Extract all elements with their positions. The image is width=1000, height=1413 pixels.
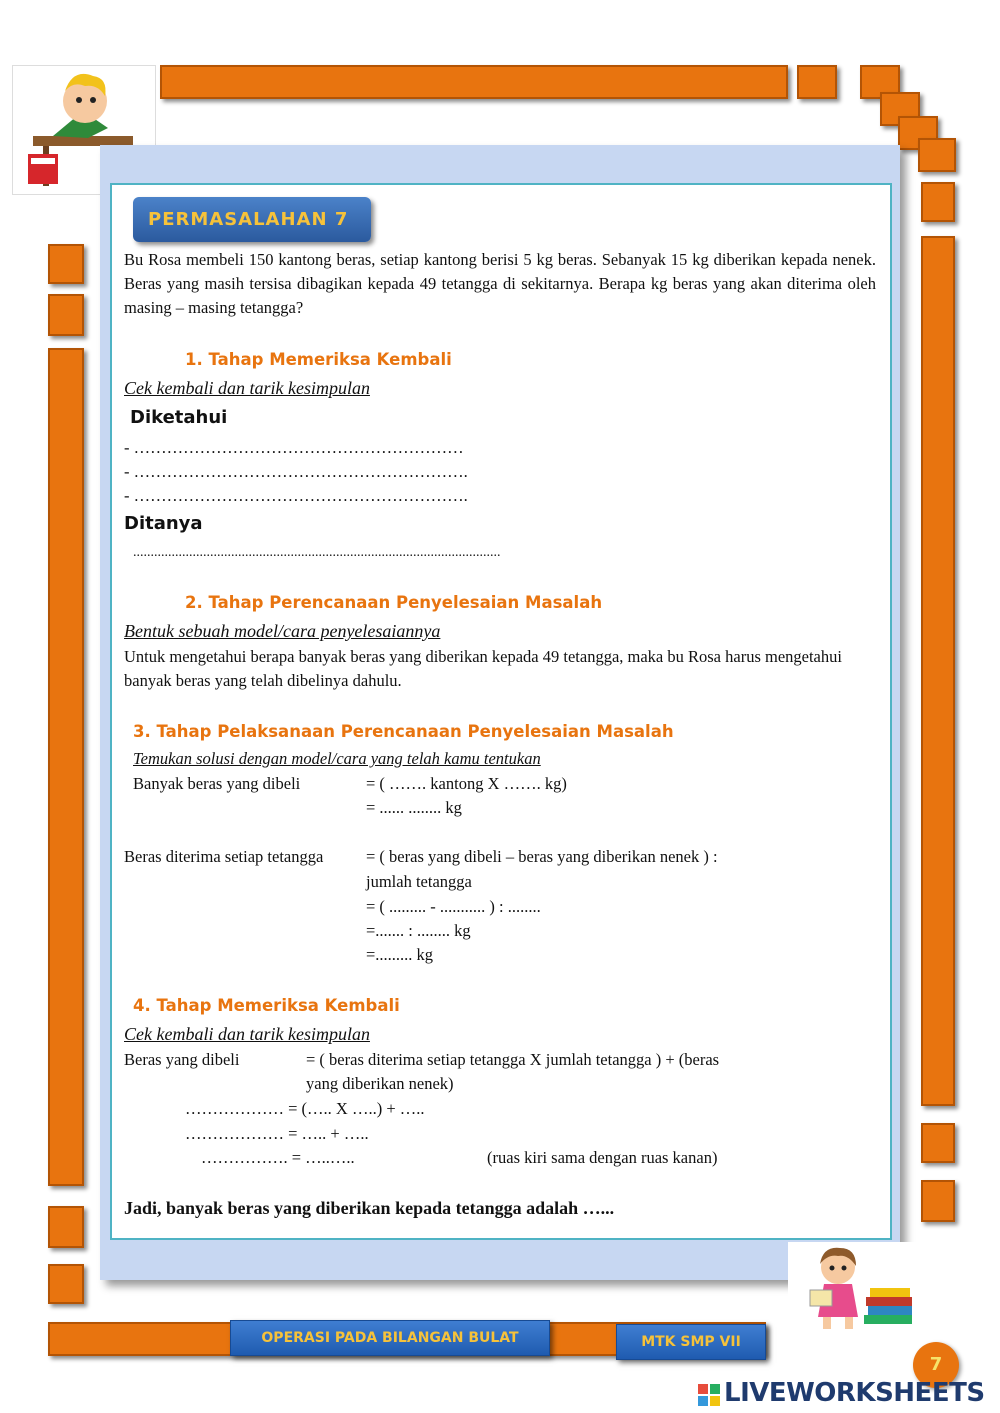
top-orange-square — [797, 65, 837, 99]
step3-row1-line1: = ( ……. kantong X ……. kg) — [366, 774, 567, 793]
step4-title: 4. Tahap Memeriksa Kembali — [133, 996, 400, 1015]
step3-row2-label: Beras diterima setiap tetangga — [124, 847, 324, 866]
step2-text: Untuk mengetahui berapa banyak beras yang diberikan kepada 49 tetangga, maka bu Rosa harus mengetahui banyak beras yang telah dibelinya dahulu. — [124, 647, 842, 690]
step3-row2-line2: jumlah tetangga — [366, 872, 472, 891]
known-label: Diketahui — [130, 407, 228, 428]
reading-girl-illustration — [788, 1242, 918, 1332]
right-square-mid — [921, 1123, 955, 1163]
step3-row2-line3: = ( ......... - ........... ) : ........ — [366, 897, 541, 916]
top-orange-bar — [160, 65, 788, 99]
right-orange-bar — [921, 236, 955, 1106]
step3-row2-line4: =....... : ........ kg — [366, 921, 471, 940]
step4-calc-2: ……………… = ….. + ….. — [185, 1124, 369, 1143]
step2-title: 2. Tahap Perencanaan Penyelesaian Masalah — [185, 593, 603, 612]
liveworksheets-watermark — [698, 1378, 998, 1412]
step3-row2-line5: =......... kg — [366, 945, 434, 964]
corner-square-4 — [918, 138, 956, 172]
left-square-3 — [48, 1206, 84, 1248]
step1-subtitle: Cek kembali dan tarik kesimpulan — [124, 378, 370, 398]
step4-row-line2: yang diberikan nenek) — [306, 1074, 454, 1093]
page-number: 7 — [929, 1354, 943, 1375]
left-square-1 — [48, 244, 84, 284]
known-item-2: - ……………………………………………………. — [124, 462, 468, 481]
footer-subject: MTK SMP VII — [616, 1324, 766, 1360]
step4-calc-1: ……………… = (….. X …..) + ….. — [185, 1099, 425, 1118]
asked-dots: ......................................................................................................... — [133, 545, 501, 560]
known-item-3: - ……………………………………………………. — [124, 486, 468, 505]
right-square-top — [921, 182, 955, 222]
watermark-text: LIVEWORKSHEETS — [724, 1378, 985, 1408]
problem-heading: PERMASALAHAN 7 — [133, 197, 371, 242]
known-item-1: - …………………………………………………… — [124, 438, 464, 457]
left-orange-bar — [48, 348, 84, 1186]
step3-row1-label: Banyak beras yang dibeli — [133, 774, 301, 793]
problem-text: Bu Rosa membeli 150 kantong beras, setiap kantong berisi 5 kg beras. Sebanyak 15 kg diberikan kepada nenek. Beras yang masih tersisa dibagikan kepada 49 tetangga di sekitarnya. Berapa kg beras yang akan diterima oleh masing – masing tetangga? — [124, 250, 876, 317]
conclusion: Jadi, banyak beras yang diberikan kepada tetangga adalah …... — [124, 1198, 615, 1218]
footer-topic: OPERASI PADA BILANGAN BULAT — [230, 1320, 550, 1356]
step4-subtitle: Cek kembali dan tarik kesimpulan — [124, 1024, 370, 1044]
step4-row-label: Beras yang dibeli — [124, 1050, 240, 1069]
step3-row2-line1: = ( beras yang dibeli – beras yang diberikan nenek ) : — [366, 847, 718, 866]
step2-subtitle: Bentuk sebuah model/cara penyelesaiannya — [124, 621, 441, 641]
liveworksheets-logo-icon — [698, 1384, 720, 1406]
left-square-4 — [48, 1264, 84, 1304]
step4-note: (ruas kiri sama dengan ruas kanan) — [487, 1148, 718, 1167]
step4-row-line1: = ( beras diterima setiap tetangga X jumlah tetangga ) + (beras — [306, 1050, 720, 1069]
right-square-bottom — [921, 1180, 955, 1222]
step3-row1-line2: = ...... ........ kg — [366, 798, 462, 817]
step1-title: 1. Tahap Memeriksa Kembali — [185, 350, 452, 369]
left-square-2 — [48, 294, 84, 336]
asked-label: Ditanya — [124, 513, 203, 534]
step3-title: 3. Tahap Pelaksanaan Perencanaan Penyelesaian Masalah — [133, 722, 674, 741]
step3-subtitle: Temukan solusi dengan model/cara yang telah kamu tentukan — [133, 749, 541, 768]
step4-calc-3: ……………. = …..….. — [201, 1148, 355, 1167]
content-panel — [110, 183, 892, 1240]
